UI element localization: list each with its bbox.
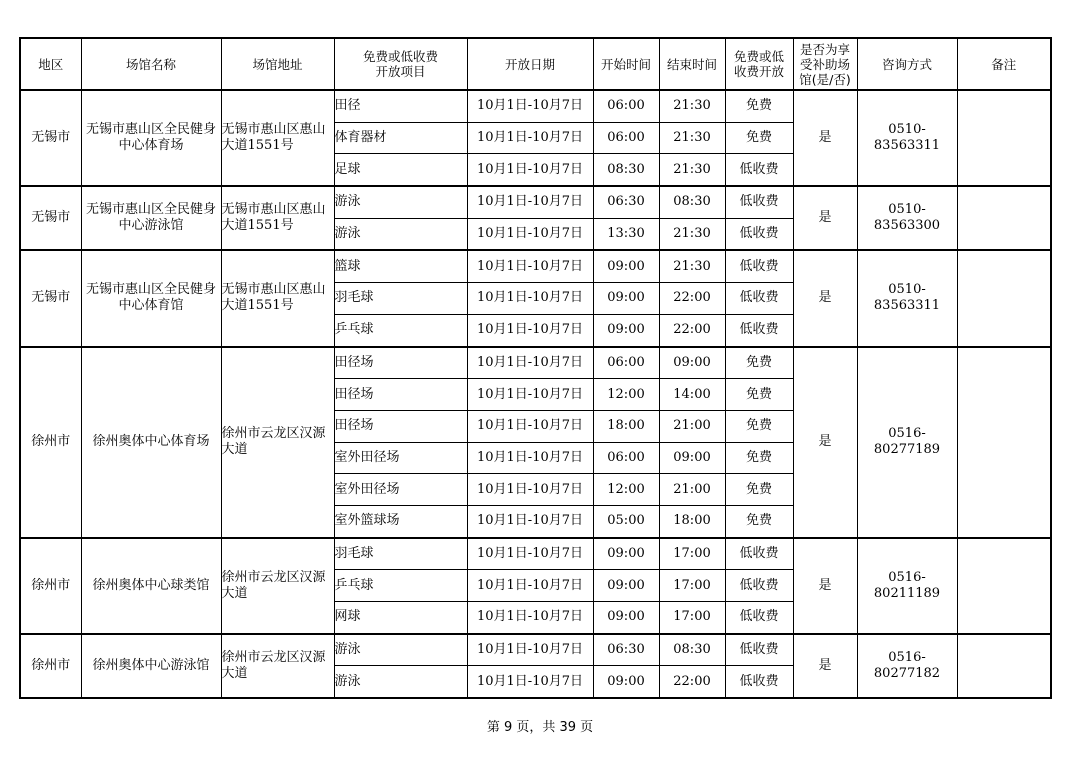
note-cell <box>957 90 1051 186</box>
date-cell: 10月1日-10月7日 <box>467 634 593 666</box>
fee-type-cell: 低收费 <box>725 186 793 218</box>
item-cell: 体育器材 <box>334 122 467 154</box>
date-cell: 10月1日-10月7日 <box>467 505 593 537</box>
date-cell: 10月1日-10月7日 <box>467 347 593 379</box>
venue-name-cell: 无锡市惠山区全民健身中心体育馆 <box>81 250 221 346</box>
note-cell <box>957 347 1051 538</box>
end-time-cell: 21:30 <box>659 218 725 250</box>
fee-type-cell: 低收费 <box>725 602 793 634</box>
item-cell: 乒乓球 <box>334 570 467 602</box>
item-cell: 游泳 <box>334 666 467 698</box>
date-cell: 10月1日-10月7日 <box>467 314 593 346</box>
fee-type-cell: 免费 <box>725 442 793 474</box>
end-time-cell: 09:00 <box>659 442 725 474</box>
start-time-cell: 05:00 <box>593 505 659 537</box>
start-time-cell: 12:00 <box>593 474 659 506</box>
date-cell: 10月1日-10月7日 <box>467 538 593 570</box>
contact-cell: 0516-80277189 <box>857 347 957 538</box>
subsidy-cell: 是 <box>793 634 857 698</box>
end-time-cell: 17:00 <box>659 570 725 602</box>
item-cell: 室外篮球场 <box>334 505 467 537</box>
start-time-cell: 09:00 <box>593 314 659 346</box>
date-cell: 10月1日-10月7日 <box>467 410 593 442</box>
header-contact: 咨询方式 <box>857 38 957 90</box>
start-time-cell: 06:00 <box>593 347 659 379</box>
fee-type-cell: 低收费 <box>725 314 793 346</box>
end-time-cell: 18:00 <box>659 505 725 537</box>
start-time-cell: 06:00 <box>593 122 659 154</box>
table-row <box>20 250 1051 282</box>
end-time-cell: 21:30 <box>659 250 725 282</box>
fee-type-cell: 免费 <box>725 474 793 506</box>
page-footer: 第 9 页，共 39 页 <box>486 720 594 735</box>
item-cell: 田径场 <box>334 379 467 411</box>
region-cell: 徐州市 <box>20 347 81 538</box>
start-time-cell: 06:00 <box>593 90 659 122</box>
header-venue-address: 场馆地址 <box>221 38 334 90</box>
date-cell: 10月1日-10月7日 <box>467 122 593 154</box>
item-cell: 室外田径场 <box>334 442 467 474</box>
note-cell <box>957 538 1051 634</box>
date-cell: 10月1日-10月7日 <box>467 186 593 218</box>
venue-address-cell: 徐州市云龙区汉源大道 <box>221 538 334 634</box>
header-date: 开放日期 <box>467 38 593 90</box>
venue-name-cell: 无锡市惠山区全民健身中心体育场 <box>81 90 221 186</box>
venue-schedule-table <box>19 37 1052 699</box>
fee-type-cell: 低收费 <box>725 250 793 282</box>
fee-type-cell: 低收费 <box>725 538 793 570</box>
date-cell: 10月1日-10月7日 <box>467 602 593 634</box>
end-time-cell: 14:00 <box>659 379 725 411</box>
venue-name-cell: 徐州奥体中心游泳馆 <box>81 634 221 698</box>
fee-type-cell: 免费 <box>725 379 793 411</box>
item-cell: 乒乓球 <box>334 314 467 346</box>
item-cell: 游泳 <box>334 634 467 666</box>
subsidy-cell: 是 <box>793 250 857 346</box>
item-cell: 田径场 <box>334 410 467 442</box>
end-time-cell: 08:30 <box>659 186 725 218</box>
contact-cell: 0510-83563311 <box>857 250 957 346</box>
table-row <box>20 347 1051 379</box>
region-cell: 无锡市 <box>20 90 81 186</box>
start-time-cell: 18:00 <box>593 410 659 442</box>
subsidy-cell: 是 <box>793 90 857 186</box>
end-time-cell: 17:00 <box>659 538 725 570</box>
fee-type-cell: 免费 <box>725 122 793 154</box>
venue-address-cell: 无锡市惠山区惠山大道1551号 <box>221 186 334 250</box>
fee-type-cell: 低收费 <box>725 154 793 186</box>
contact-cell: 0516-80277182 <box>857 634 957 698</box>
region-cell: 无锡市 <box>20 250 81 346</box>
date-cell: 10月1日-10月7日 <box>467 250 593 282</box>
contact-cell: 0516-80211189 <box>857 538 957 634</box>
start-time-cell: 06:30 <box>593 634 659 666</box>
fee-type-cell: 低收费 <box>725 283 793 315</box>
fee-type-cell: 免费 <box>725 347 793 379</box>
header-note: 备注 <box>957 38 1051 90</box>
fee-type-cell: 低收费 <box>725 218 793 250</box>
end-time-cell: 21:30 <box>659 122 725 154</box>
date-cell: 10月1日-10月7日 <box>467 283 593 315</box>
start-time-cell: 13:30 <box>593 218 659 250</box>
subsidy-cell: 是 <box>793 538 857 634</box>
start-time-cell: 12:00 <box>593 379 659 411</box>
end-time-cell: 21:30 <box>659 90 725 122</box>
date-cell: 10月1日-10月7日 <box>467 442 593 474</box>
date-cell: 10月1日-10月7日 <box>467 474 593 506</box>
table-row <box>20 538 1051 570</box>
item-cell: 室外田径场 <box>334 474 467 506</box>
contact-cell: 0510-83563311 <box>857 90 957 186</box>
end-time-cell: 22:00 <box>659 283 725 315</box>
venue-name-cell: 徐州奥体中心球类馆 <box>81 538 221 634</box>
header-fee-type: 免费或低收费开放 <box>725 38 793 90</box>
end-time-cell: 21:00 <box>659 474 725 506</box>
fee-type-cell: 低收费 <box>725 666 793 698</box>
header-end-time: 结束时间 <box>659 38 725 90</box>
region-cell: 徐州市 <box>20 538 81 634</box>
table-body <box>20 90 1051 698</box>
header-venue-name: 场馆名称 <box>81 38 221 90</box>
item-cell: 游泳 <box>334 186 467 218</box>
date-cell: 10月1日-10月7日 <box>467 666 593 698</box>
date-cell: 10月1日-10月7日 <box>467 379 593 411</box>
venue-name-cell: 徐州奥体中心体育场 <box>81 347 221 538</box>
start-time-cell: 06:30 <box>593 186 659 218</box>
end-time-cell: 09:00 <box>659 347 725 379</box>
end-time-cell: 21:30 <box>659 154 725 186</box>
end-time-cell: 22:00 <box>659 314 725 346</box>
region-cell: 无锡市 <box>20 186 81 250</box>
header-subsidy: 是否为享受补助场馆(是/否) <box>793 38 857 90</box>
header-item: 免费或低收费开放项目 <box>334 38 467 90</box>
table-row <box>20 634 1051 666</box>
item-cell: 田径场 <box>334 347 467 379</box>
start-time-cell: 06:00 <box>593 442 659 474</box>
date-cell: 10月1日-10月7日 <box>467 570 593 602</box>
end-time-cell: 21:00 <box>659 410 725 442</box>
venue-address-cell: 无锡市惠山区惠山大道1551号 <box>221 250 334 346</box>
table-row <box>20 186 1051 218</box>
note-cell <box>957 186 1051 250</box>
start-time-cell: 09:00 <box>593 538 659 570</box>
item-cell: 羽毛球 <box>334 283 467 315</box>
subsidy-cell: 是 <box>793 347 857 538</box>
start-time-cell: 09:00 <box>593 666 659 698</box>
header-region: 地区 <box>20 38 81 90</box>
contact-cell: 0510-83563300 <box>857 186 957 250</box>
item-cell: 篮球 <box>334 250 467 282</box>
region-cell: 徐州市 <box>20 634 81 698</box>
item-cell: 羽毛球 <box>334 538 467 570</box>
item-cell: 网球 <box>334 602 467 634</box>
venue-address-cell: 无锡市惠山区惠山大道1551号 <box>221 90 334 186</box>
item-cell: 足球 <box>334 154 467 186</box>
header-start-time: 开始时间 <box>593 38 659 90</box>
fee-type-cell: 免费 <box>725 410 793 442</box>
end-time-cell: 17:00 <box>659 602 725 634</box>
date-cell: 10月1日-10月7日 <box>467 218 593 250</box>
item-cell: 田径 <box>334 90 467 122</box>
date-cell: 10月1日-10月7日 <box>467 154 593 186</box>
venue-address-cell: 徐州市云龙区汉源大道 <box>221 347 334 538</box>
note-cell <box>957 250 1051 346</box>
end-time-cell: 08:30 <box>659 634 725 666</box>
start-time-cell: 09:00 <box>593 602 659 634</box>
note-cell <box>957 634 1051 698</box>
venue-address-cell: 徐州市云龙区汉源大道 <box>221 634 334 698</box>
fee-type-cell: 低收费 <box>725 570 793 602</box>
item-cell: 游泳 <box>334 218 467 250</box>
venue-name-cell: 无锡市惠山区全民健身中心游泳馆 <box>81 186 221 250</box>
fee-type-cell: 免费 <box>725 505 793 537</box>
subsidy-cell: 是 <box>793 186 857 250</box>
header-row <box>20 38 1051 90</box>
fee-type-cell: 免费 <box>725 90 793 122</box>
start-time-cell: 09:00 <box>593 283 659 315</box>
start-time-cell: 09:00 <box>593 570 659 602</box>
start-time-cell: 09:00 <box>593 250 659 282</box>
fee-type-cell: 低收费 <box>725 634 793 666</box>
date-cell: 10月1日-10月7日 <box>467 90 593 122</box>
end-time-cell: 22:00 <box>659 666 725 698</box>
start-time-cell: 08:30 <box>593 154 659 186</box>
table-row <box>20 90 1051 122</box>
